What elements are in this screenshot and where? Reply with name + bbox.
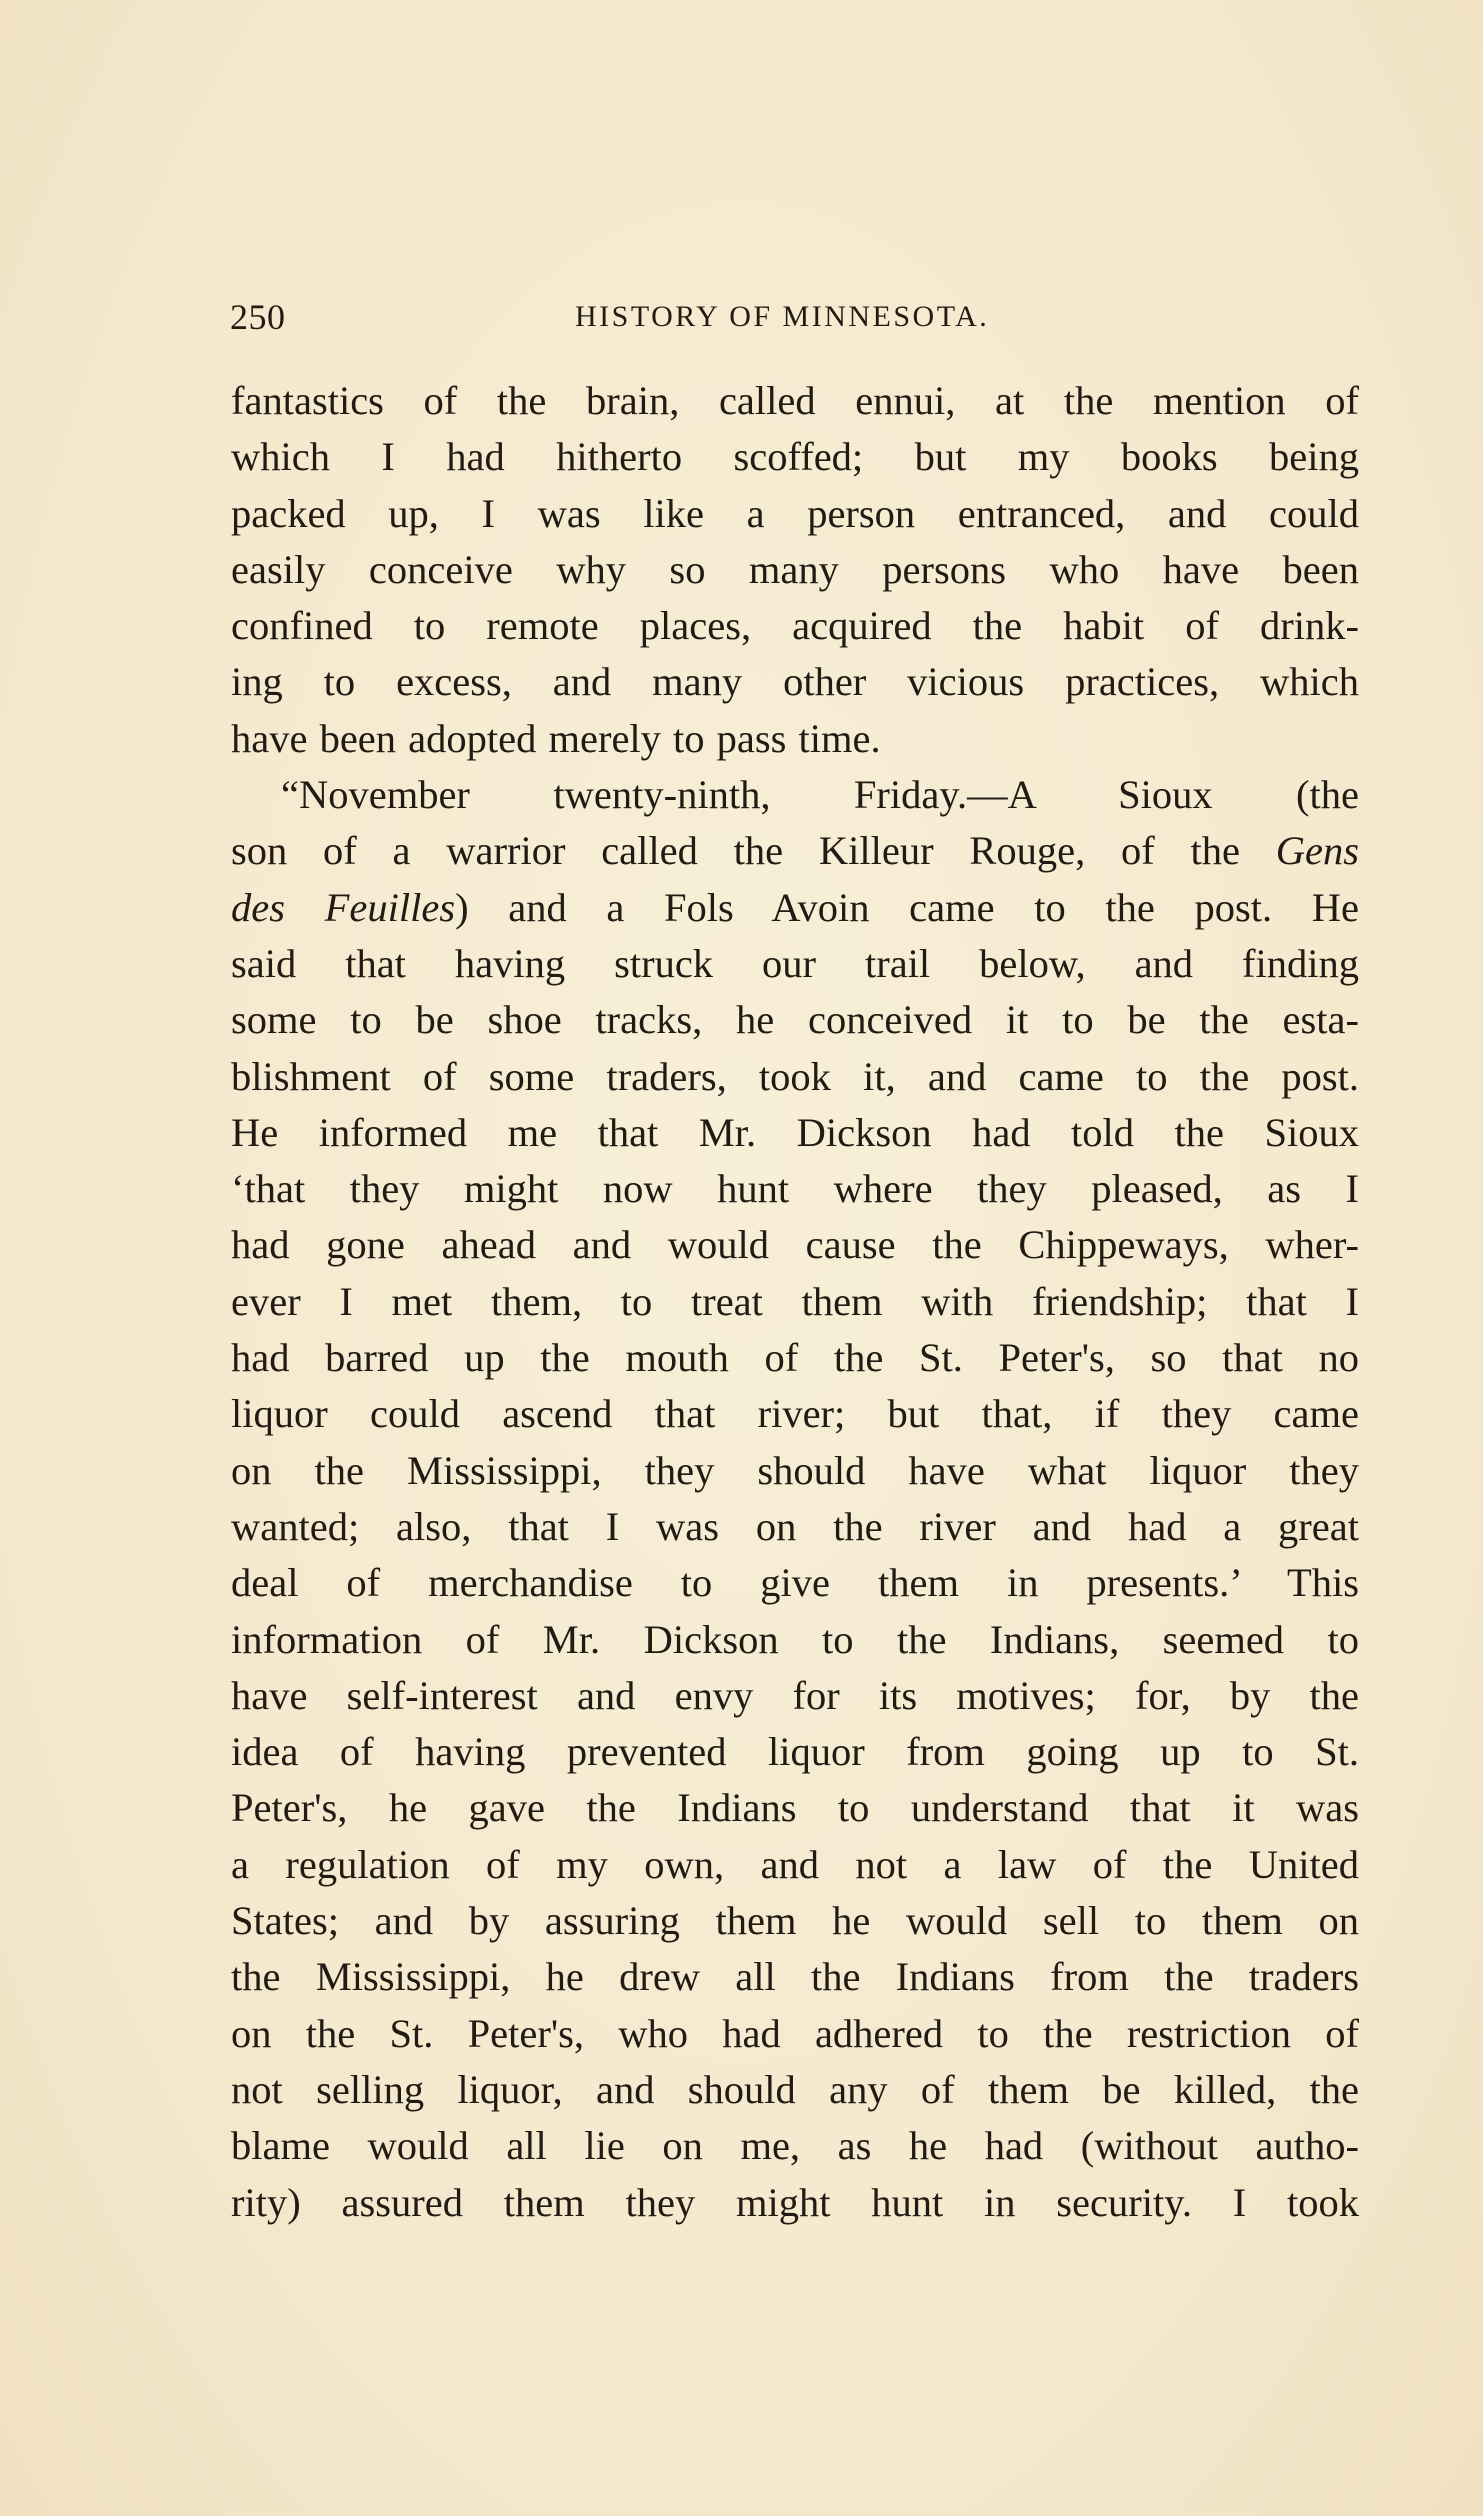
- text-line: said that having struck our trail below, and finding: [231, 940, 1359, 986]
- text-line: rity) assured them they might hunt in security. I took: [231, 2179, 1359, 2225]
- text-line: He informed me that Mr. Dickson had told the Sioux: [231, 1109, 1359, 1155]
- text-line: had barred up the mouth of the St. Peter's, so that no: [231, 1335, 1359, 1381]
- text-line: ing to excess, and many other vicious practices, which: [231, 659, 1359, 705]
- text-line: confined to remote places, acquired the habit of drink-: [231, 603, 1359, 649]
- text-line: some to be shoe tracks, he conceived it to be the esta-: [231, 997, 1359, 1043]
- text-line: ‘that they might now hunt where they pleased, as I: [231, 1166, 1359, 1212]
- text-line: a regulation of my own, and not a law of the United: [231, 1841, 1359, 1887]
- text-line: blame would all lie on me, as he had (without autho-: [231, 2123, 1359, 2169]
- text-line: deal of merchandise to give them in presents.’ This: [231, 1560, 1359, 1606]
- page-number: 250: [230, 297, 286, 337]
- text-line: on the St. Peter's, who had adhered to the restriction of: [231, 2010, 1359, 2056]
- text-line: Peter's, he gave the Indians to understand that it was: [231, 1785, 1359, 1831]
- text-line: had gone ahead and would cause the Chippeways, wher-: [231, 1222, 1359, 1268]
- text-line: have been adopted merely to pass time.: [231, 715, 881, 761]
- text-line: packed up, I was like a person entranced, and could: [231, 490, 1359, 536]
- text-line: “November twenty-ninth, Friday.—A Sioux (the: [281, 772, 1359, 818]
- text-line: information of Mr. Dickson to the Indians, seemed to: [231, 1616, 1359, 1662]
- text-fragment: ) and a Fols Avoin came to the post. He: [455, 884, 1359, 930]
- text-line: [231, 880, 1359, 936]
- italic-text: Gens: [1275, 828, 1359, 874]
- running-title: HISTORY OF MINNESOTA.: [575, 300, 990, 333]
- text-line: the Mississippi, he drew all the Indians from the traders: [231, 1954, 1359, 2000]
- text-line: blishment of some traders, took it, and came to the post.: [231, 1053, 1359, 1099]
- text-line: have self-interest and envy for its motives; for, by the: [231, 1672, 1359, 1718]
- text-line: wanted; also, that I was on the river and had a great: [231, 1503, 1359, 1549]
- text-line: liquor could ascend that river; but that, if they came: [231, 1391, 1359, 1437]
- text-line: States; and by assuring them he would sell to them on: [231, 1898, 1359, 1944]
- running-head: [230, 296, 1360, 340]
- text-line: which I had hitherto scoffed; but my books being: [231, 434, 1359, 480]
- text-line: [231, 823, 1359, 879]
- body-text: [231, 373, 1359, 2231]
- text-fragment: son of a warrior called the Killeur Rouge, of the: [231, 828, 1240, 874]
- text-line: not selling liquor, and should any of them be killed, the: [231, 2066, 1359, 2112]
- text-line: ever I met them, to treat them with friendship; that I: [231, 1278, 1359, 1324]
- text-line: idea of having prevented liquor from going up to St.: [231, 1729, 1359, 1775]
- text-line: easily conceive why so many persons who have been: [231, 546, 1359, 592]
- text-line: on the Mississippi, they should have what liquor they: [231, 1447, 1359, 1493]
- italic-text: des Feuilles: [231, 884, 456, 930]
- text-line: fantastics of the brain, called ennui, at the mention of: [231, 378, 1359, 423]
